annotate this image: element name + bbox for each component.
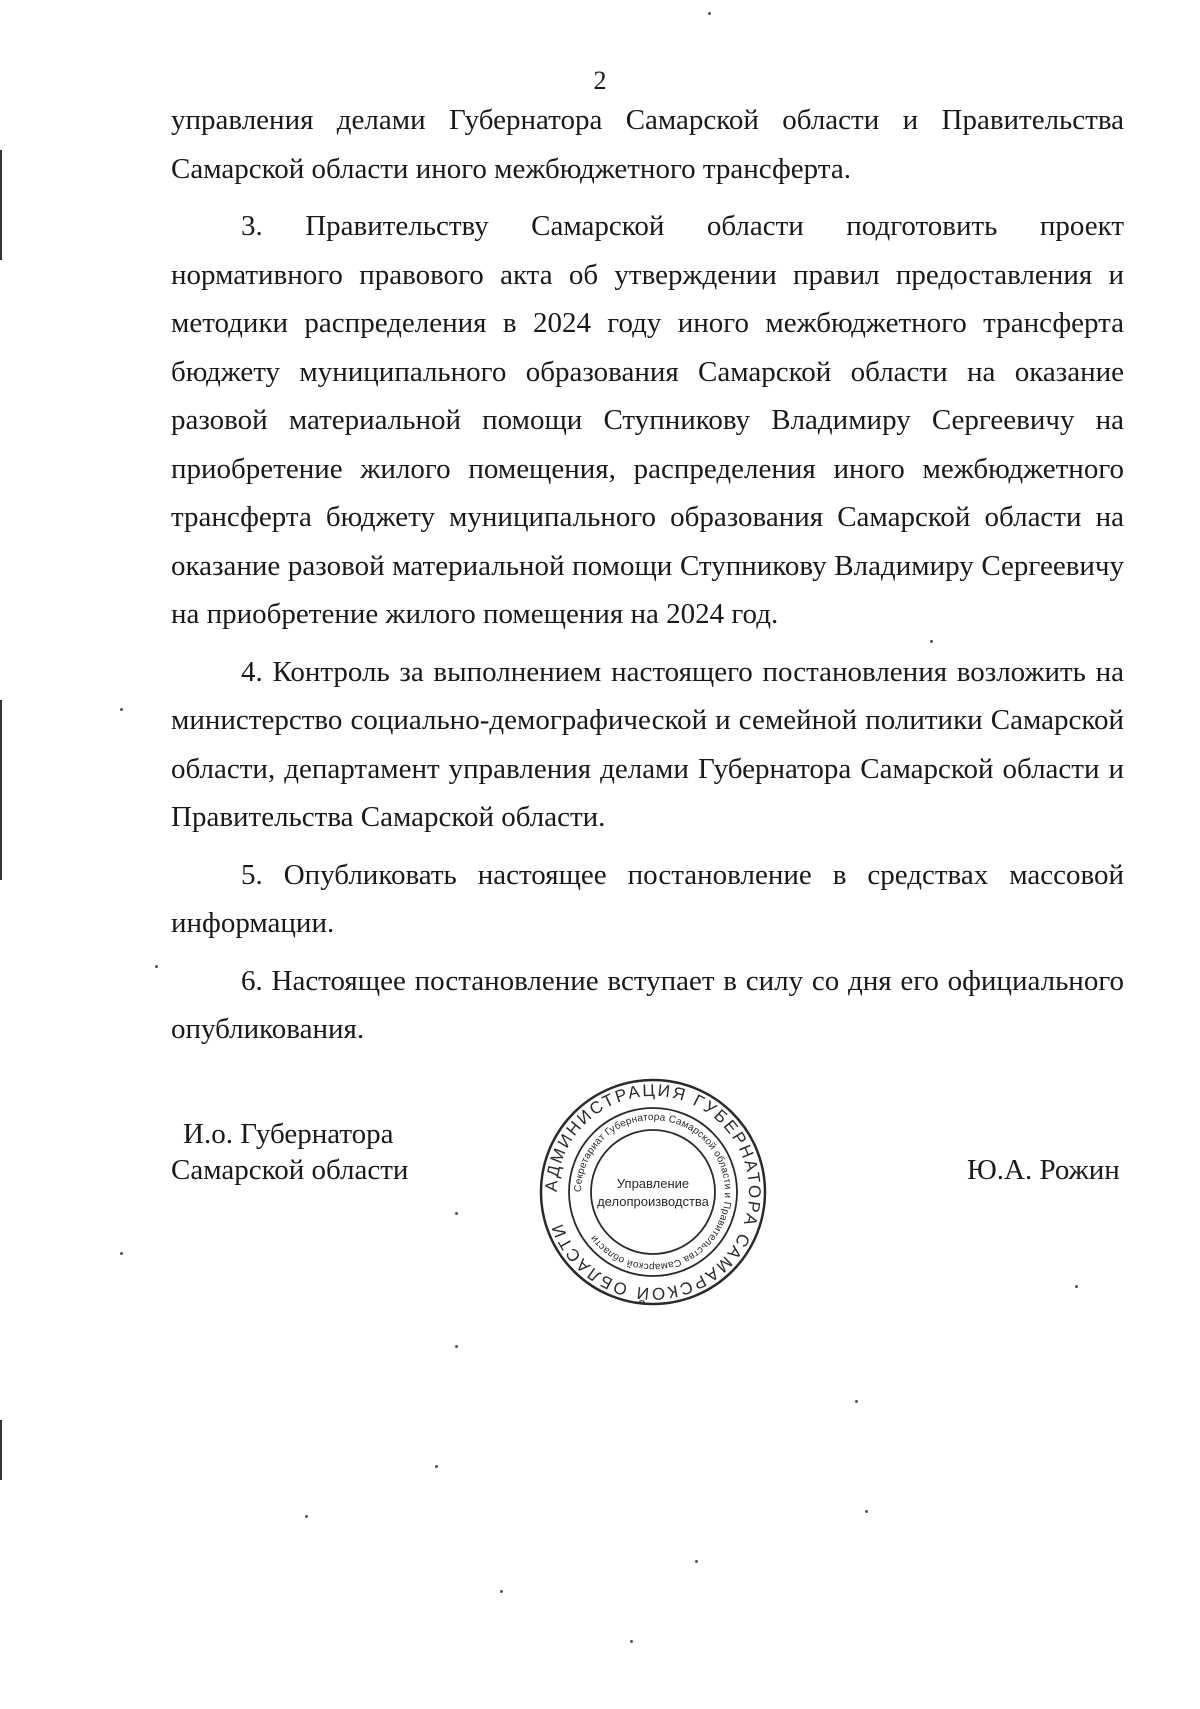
scan-speck [305,1515,308,1518]
scan-speck [120,1252,123,1255]
paragraph-continuation: управления делами Губернатора Самарской области и Правительства Самарской области иного межбюджетного трансферта. [171,104,1124,185]
document-body [171,96,1124,1054]
signatory-position-line2: Самарской области [171,1154,409,1186]
scan-speck [120,708,123,711]
scan-speck [455,1345,458,1348]
signatory-name: Ю.А. Рожин [967,1154,1120,1186]
scan-speck [1075,1285,1078,1288]
stamp-inner-ring [591,1130,715,1254]
scan-speck [500,1590,503,1593]
scan-speck [695,1560,698,1563]
page-number: 2 [593,66,607,95]
scan-speck [435,1465,438,1468]
scan-speck [708,12,711,15]
scan-edge-mark [0,1420,2,1480]
paragraph-6: 6. Настоящее постановление вступает в силу со дня его официального опубликования. [171,964,1124,1045]
scan-edge-mark [0,150,2,260]
paragraph-4: 4. Контроль за выполнением настоящего постановления возложить на министерство социально-демографической и семейной политики Самарской области, департамент управления делами Губернатора Самарской области и Правительства Самарской области. [171,655,1124,833]
scan-speck [865,1510,868,1513]
official-stamp [538,1077,768,1307]
signatory-position [171,1116,408,1188]
signatory-position-line1: И.о. Губернатора [183,1118,394,1150]
stamp-center-line2: делопроизводства [597,1194,709,1209]
scan-speck [630,1640,633,1643]
paragraph-5: 5. Опубликовать настоящее постановление в средствах массовой информации. [171,858,1124,939]
scan-speck [930,640,933,643]
stamp-center-line1: Управление [616,1176,690,1191]
scan-speck [855,1400,858,1403]
scan-speck [155,965,158,968]
scan-speck [455,1212,458,1215]
paragraph-3: 3. Правительству Самарской области подготовить проект нормативного правового акта об утверждении правил предоставления и методики распределения в 2024 году иного межбюджетного трансферта бюджету муниципального образования Самарской области на оказание разовой материальной помощи Ступникову Владимиру Сергеевичу на приобретение жилого помещения, распределения иного межбюджетного трансферта бюджету муниципального образования Самарской области на оказание разовой материальной помощи Ступникову Владимиру Сергеевичу на приобретение жилого помещения на 2024 год. [171,210,1124,630]
stamp-middle-ring [569,1108,737,1276]
stamp-outer-text: АДМИНИСТРАЦИЯ ГУБЕРНАТОРА САМАРСКОЙ ОБЛАСТИ [541,1080,765,1304]
scan-edge-mark [0,700,2,880]
stamp-inner-text: Секретариат Губернатора Самарской области и Правительства Самарской области [572,1111,734,1273]
